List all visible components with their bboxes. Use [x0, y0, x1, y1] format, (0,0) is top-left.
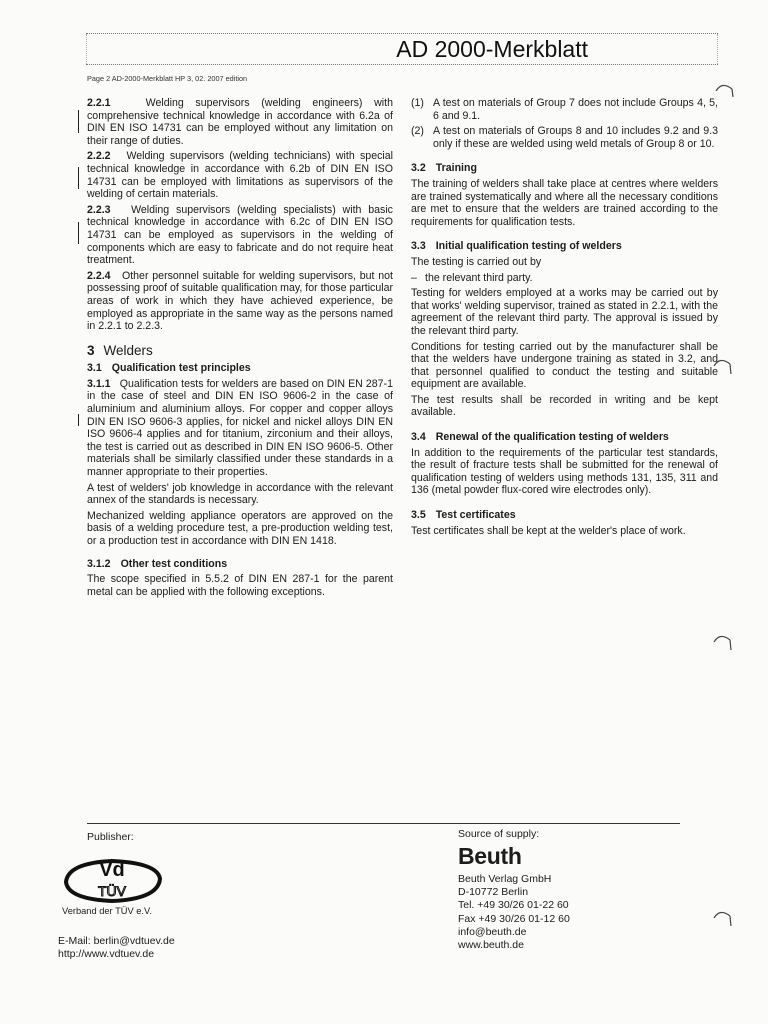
section-number: 3.4 — [411, 431, 426, 444]
clause-number: 2.2.1 — [87, 97, 111, 109]
punch-hole-mark — [712, 910, 732, 930]
paragraph-text: Test certificates shall be kept at the welder's place of work. — [411, 524, 686, 537]
section-title: Test certificates — [435, 509, 516, 522]
section-number: 3 — [87, 342, 95, 358]
note-label: (2) — [411, 125, 424, 138]
exception-note-1 — [411, 97, 718, 122]
supplier-line: Tel. +49 30/26 01-22 60 — [458, 899, 569, 912]
section-heading-3-1 — [87, 362, 393, 375]
publisher-contact — [58, 935, 175, 961]
paragraph-text: Conditions for testing carried out by the manufacturer shall be that the welders have undergone training as stated in 3.2, and that personnel qualified to conduct the testing and suitable equipment are available. — [411, 340, 718, 391]
vdtuev-logo — [58, 849, 166, 905]
exception-note-2 — [411, 125, 718, 150]
clause-text: Welding supervisors (welding specialists) with basic technical knowledge in accordance with 6.2c of DIN EN ISO 14731 can be employed as supervisors in the welding of components which are easy to fabricate and do not require heat treatment. — [87, 203, 393, 267]
list-item-text: the relevant third party. — [425, 271, 533, 284]
document-title: AD 2000-Merkblatt — [396, 36, 588, 62]
paragraph-2-2-2 — [87, 150, 393, 200]
change-bar — [78, 167, 79, 189]
paragraph-text: The training of welders shall take place at centres where welders are trained systematically and where all the necessary conditions are met to ensure that the welders are trained according to the requirements for qualification tests. — [411, 177, 718, 228]
publisher-email: E-Mail: berlin@vdtuev.de — [58, 935, 175, 947]
section-heading-3-1-2 — [87, 558, 393, 571]
supplier-line: Fax +49 30/26 01-12 60 — [458, 912, 570, 925]
clause-text: Other personnel suitable for welding supervisors, but not possessing proof of suitable qualification may, for those particular areas of work in which they have achieved experience, be employed as appropriate in the same way as the persons named in 2.2.1 to 2.2.3. — [87, 269, 394, 333]
change-bar — [78, 222, 79, 244]
beuth-logo: Beuth — [458, 843, 522, 869]
section-number: 3.1.2 — [87, 557, 111, 570]
section-heading-3-4 — [411, 431, 718, 444]
logo-text-vd: Vd — [99, 859, 125, 881]
change-bar — [78, 110, 79, 133]
section-number: 3.1 — [87, 362, 102, 375]
paragraph-text: The test results shall be recorded in writing and be kept available. — [411, 393, 718, 419]
publisher-label: Publisher: — [87, 831, 134, 843]
section-number: 3.2 — [411, 162, 426, 175]
paragraph-text: In addition to the requirements of the particular test standards, the result of fracture tests shall be submitted for the renewal of qualification testing of welders using methods 131, 135, 311 and 136 (metal powder flux-cored wire electrodes only). — [411, 446, 718, 497]
clause-number: 2.2.2 — [87, 150, 111, 163]
section-title: Initial qualification testing of welders — [435, 240, 622, 253]
note-label: (1) — [411, 97, 424, 109]
clause-number: 3.1.1 — [87, 377, 111, 390]
section-number: 3.3 — [411, 240, 426, 253]
section-title: Welders — [103, 342, 153, 358]
section-heading-3 — [87, 342, 393, 358]
section-number: 3.5 — [411, 509, 426, 522]
supplier-contact — [458, 873, 570, 952]
paragraph-2-2-1 — [87, 97, 393, 147]
left-column — [87, 97, 393, 601]
publisher-url: http://www.vdtuev.de — [58, 948, 155, 960]
supplier-line: Beuth Verlag GmbH — [458, 873, 552, 885]
paragraph-text: The testing is carried out by — [411, 255, 542, 268]
section-title: Training — [435, 162, 477, 175]
section-heading-3-5 — [411, 509, 718, 522]
paragraph-2-2-3 — [87, 204, 393, 267]
supply-label: Source of supply: — [458, 828, 540, 840]
supplier-line: D-10772 Berlin — [458, 886, 529, 899]
punch-hole-mark — [712, 634, 732, 654]
punch-hole-mark — [712, 358, 732, 378]
clause-number: 2.2.3 — [87, 203, 111, 216]
paragraph-text: Mechanized welding appliance operators are approved on the basis of a welding procedure test, a pre-production welding test, or a production test in accordance with DIN EN 1418. — [87, 509, 393, 547]
page-reference: Page 2 AD-2000-Merkblatt HP 3, 02. 2007 edition — [87, 74, 248, 83]
paragraph-text: Testing for welders employed at a works may be carried out by that works' welding supervisor, trained as stated in 2.2.1, with the agreement of the relevant third party. The approval is issued by the relevant third party. — [411, 287, 718, 337]
clause-text: Qualification tests for welders are based on DIN EN 287-1 in the case of steel and DIN EN ISO 9606-2 in the case of aluminium and aluminium alloys. For copper and copper alloys DIN EN ISO 9606-3 applies, for nickel and nickel alloys DIN EN ISO 9606-4 applies and for titanium, zirconium and their alloys, the test is carried out as described in DIN EN ISO 9606-5. Other materials shall be similarly classified under these standards in a manner appropriate to their properties. — [87, 377, 393, 479]
punch-hole-mark — [714, 83, 734, 103]
section-title: Renewal of the qualification testing of welders — [435, 431, 669, 444]
dash-marker: – — [411, 271, 417, 284]
footer-rule — [87, 823, 680, 824]
paragraph-text: The scope specified in 5.5.2 of DIN EN 287-1 for the parent metal can be applied with the following exceptions. — [87, 573, 393, 598]
supplier-line: www.beuth.de — [458, 939, 524, 952]
publisher-name: Verband der TÜV e.V. — [62, 906, 152, 916]
change-bar — [78, 414, 79, 426]
paragraph-3-1-1 — [87, 378, 393, 479]
supplier-line: info@beuth.de — [458, 925, 527, 938]
paragraph-text: A test of welders' job knowledge in accordance with the relevant annex of the standards is necessary. — [87, 481, 393, 507]
section-title: Qualification test principles — [111, 362, 251, 375]
right-column — [411, 97, 718, 540]
section-title: Other test conditions — [120, 557, 228, 570]
logo-text-tuv: TÜV — [98, 883, 126, 899]
list-item — [411, 272, 718, 285]
section-heading-3-2 — [411, 162, 718, 175]
paragraph-2-2-4 — [87, 270, 393, 333]
note-text: A test on materials of Groups 8 and 10 includes 9.2 and 9.3 only if these are welded using weld metals of Group 8 or 10. — [433, 125, 718, 150]
clause-text: Welding supervisors (welding engineers) with comprehensive technical knowledge in accordance with 6.2a of DIN EN ISO 14731 can be employed without any limitation on their range of duties. — [87, 97, 393, 147]
clause-text: Welding supervisors (welding technicians) with special technical knowledge in accordance with 6.2b of DIN EN ISO 14731 can be employed with limitations as supervisors of the welding of certain materials. — [87, 150, 393, 201]
section-heading-3-3 — [411, 240, 718, 253]
note-text: A test on materials of Group 7 does not include Groups 4, 5, 6 and 9.1. — [433, 97, 718, 122]
clause-number: 2.2.4 — [87, 269, 111, 282]
